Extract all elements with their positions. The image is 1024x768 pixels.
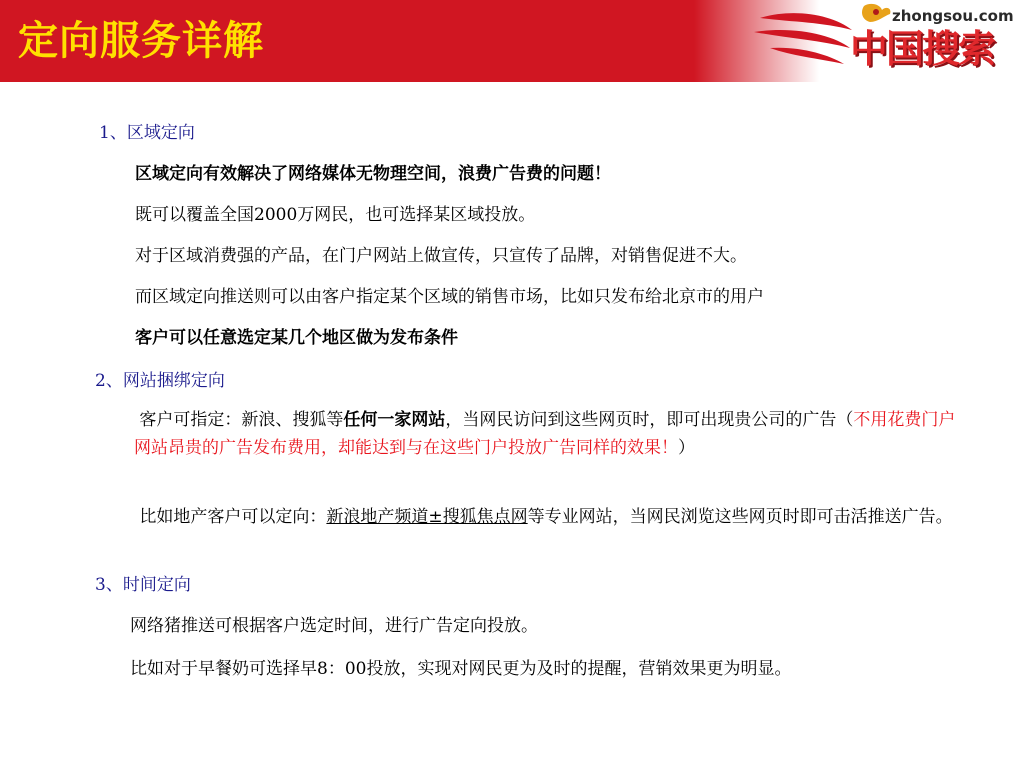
para1-text-b: 任何一家网站: [343, 410, 446, 430]
para1-text-red: 不用花费门户网站昂贵的广告发布费用，却能达到与在这些门户投放广告同样的效果！: [134, 410, 956, 458]
section-1-line-5: 客户可以任意选定某几个地区做为发布条件: [135, 328, 458, 348]
section-2-paragraph-1: [134, 406, 964, 462]
section-heading-2: 2、网站捆绑定向: [95, 371, 225, 391]
section-1-line-2: 既可以覆盖全国2000万网民，也可选择某区域投放。: [135, 205, 536, 225]
para2-text-underlined: 新浪地产频道±搜狐焦点网: [326, 507, 528, 527]
section-heading-1: 1、区域定向: [99, 123, 195, 143]
logo-name: 中国搜索: [850, 27, 995, 71]
section-1-line-4: 而区域定向推送则可以由客户指定某个区域的销售市场，比如只发布给北京市的用户: [135, 287, 764, 307]
para2-text-c: 等专业网站，当网民浏览这些网页时即可击活推送广告。: [527, 507, 953, 527]
section-2-paragraph-2: [134, 503, 964, 531]
slide-title: 定向服务详解: [18, 18, 264, 64]
para1-text-e: ）: [678, 438, 695, 458]
section-1-line-3: 对于区域消费强的产品，在门户网站上做宣传，只宣传了品牌，对销售促进不大。: [135, 246, 747, 266]
section-1-line-1: 区域定向有效解决了网络媒体无物理空间，浪费广告费的问题！: [135, 164, 611, 184]
para1-text-a: 客户可指定：新浪、搜狐等: [139, 410, 344, 430]
para1-text-c: ，当网民访问到这些网页时，即可出现贵公司的广告（: [445, 410, 854, 430]
section-heading-3: 3、时间定向: [95, 575, 191, 595]
section-3-line-2: 比如对于早餐奶可选择早8：00投放，实现对网民更为及时的提醒，营销效果更为明显。: [130, 659, 792, 679]
para2-text-a: 比如地产客户可以定向：: [139, 507, 327, 527]
section-3-line-1: 网络猪推送可根据客户选定时间，进行广告定向投放。: [130, 616, 538, 636]
logo-domain: zhongsou.com: [892, 7, 1014, 25]
